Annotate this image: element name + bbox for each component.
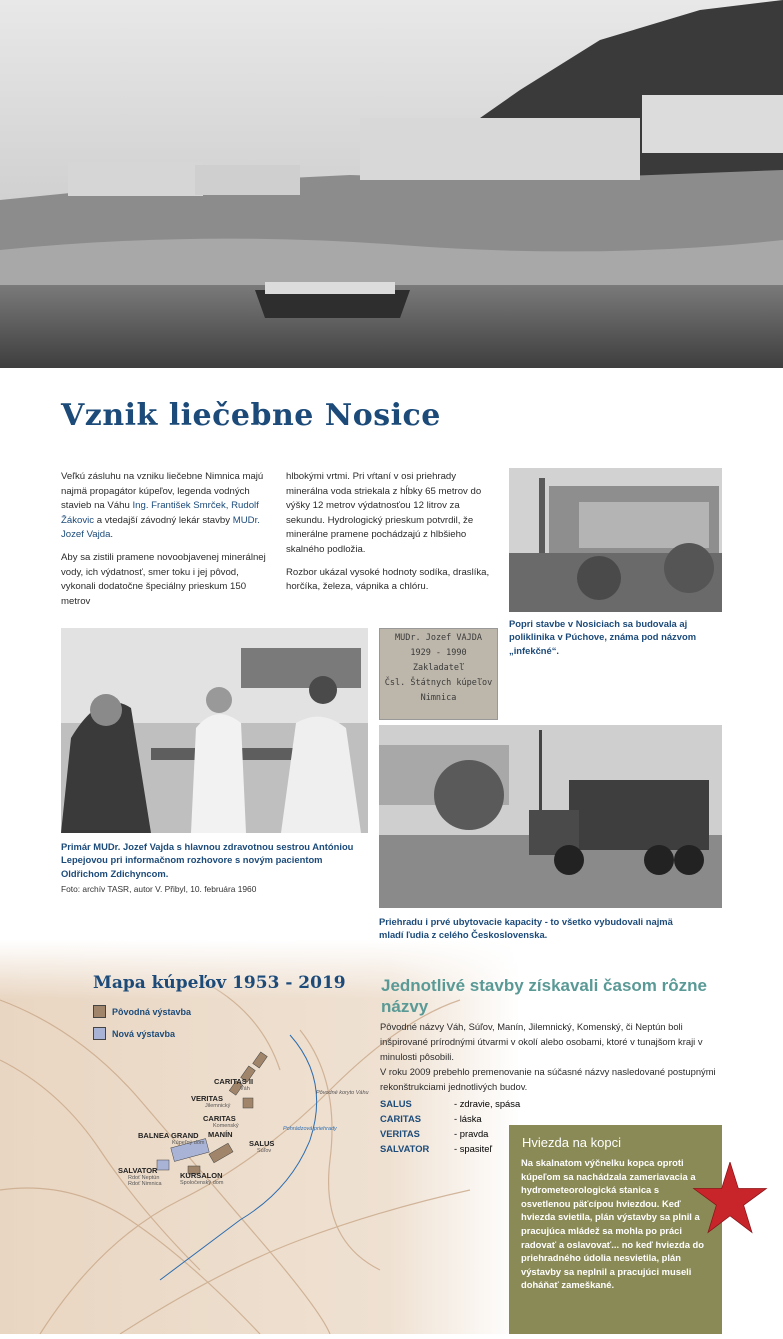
map-label-vah: Pôvodné koryto Váhu (316, 1090, 369, 1096)
legend-item-original (93, 1005, 191, 1018)
text-fragment: Veľkú zásluhu na vzniku liečebne Nimnica majú najmä propagátor kúpeľov, legenda vodných stavieb na Váhu (61, 471, 264, 512)
memorial-plaque (379, 628, 498, 720)
hero-photo-lake-boat (0, 0, 783, 368)
star-box-title: Hviezda na kopci (522, 1135, 621, 1150)
photo-poliklinika-construction (509, 468, 722, 612)
page-title: Vznik liečebne Nosice (61, 398, 441, 433)
legend-swatch-original (93, 1005, 106, 1018)
building-subname: Spoločenský dom (180, 1180, 224, 1186)
map-label-veritas (191, 1094, 230, 1109)
building-name: CARITAS (203, 1114, 236, 1123)
names-paragraph-2: V roku 2009 prebehlo premenovanie na súčasné názvy nasledované postupnými rekonštrukciami jednotlivých budov. (380, 1066, 716, 1092)
text-column-1 (61, 470, 275, 617)
building-subname: Komenský (213, 1123, 239, 1129)
building-subname: Váh (240, 1086, 250, 1092)
caption-truck: Priehradu i prvé ubytovacie kapacity - to všetko vybudovali najmä mladí ľudia z celého Československa. (379, 916, 673, 941)
map-label-dam: Pohrádzová priehrady (283, 1126, 337, 1132)
building-name: SALVATOR (118, 1166, 158, 1175)
star-box-text: Na skalnatom výčnelku kopca oproti kúpeľom sa nachádzala zameriavacia a hydrometeorologická stanica s osvetlenou päťcípou hviezdou. Keď hviezda svietila, plán výstavby sa plnil a pracujúca mládež sa mohla po práci radovať a oslavovať... no keď hviezda do priehradného údolia nesvietila, plán výstavby sa neplnil a pracujúci museli doháňať zameškané. (521, 1157, 704, 1291)
map-label-balnea (138, 1131, 204, 1146)
caption-vajda: Primár MUDr. Jozef Vajda s hlavnou zdravotnou sestrou Antóniou Lepejovou pri informačnom rozhovore s novým pacientom Oldřichom Zdichyncom. (61, 841, 354, 879)
meaning: - pravda (454, 1128, 489, 1139)
text-fragment: . (110, 529, 114, 541)
plaque-line: MUDr. Jozef VAJDA (395, 633, 482, 643)
building-subname: Súľov (257, 1148, 272, 1154)
plaque-line: 1929 - 1990 (410, 648, 467, 658)
latin-name: CARITAS (380, 1113, 421, 1124)
names-row (380, 1096, 520, 1111)
legend-label: Nová výstavba (112, 1028, 176, 1039)
photo-vajda-consultation (61, 628, 368, 833)
building-name: VERITAS (191, 1094, 223, 1103)
plaque-line: Zakladateľ (412, 663, 465, 673)
paragraph-founders (61, 470, 275, 543)
names-row (380, 1126, 520, 1141)
highlight-names: Ing. František Smrček, Rudolf Žákovic (61, 500, 259, 526)
meaning: - láska (454, 1113, 482, 1124)
names-table (380, 1096, 520, 1156)
names-text (380, 1019, 722, 1094)
map-title: Mapa kúpeľov 1953 - 2019 (93, 973, 346, 993)
paragraph-survey: Aby sa zistili pramene novoobjavenej minerálnej vody, ich výdatnosť, smer toku i jej pôvod, vykonali dodatočne špeciálny prieskum 150 metrov (61, 551, 266, 607)
legend-item-new (93, 1027, 175, 1040)
names-row (380, 1111, 520, 1126)
photo-truck-workers (379, 725, 722, 908)
building-subname: Rdoť Neptún (128, 1175, 160, 1181)
names-paragraph-1: Pôvodné názvy Váh, Súľov, Manín, Jilemnický, Komenský, či Neptún boli inšpirované prírodnými útvarmi v okolí alebo osobami, ktoré v tunajšom kraji v minulosti pôsobili. (380, 1021, 703, 1062)
latin-name: VERITAS (380, 1128, 420, 1139)
text-fragment: a vtedajší závodný lekár stavby (94, 514, 233, 526)
building-subname: Jilemnický (205, 1103, 231, 1109)
caption-poliklinika: Popri stavbe v Nosiciach sa budovala aj poliklinika v Púchove, známa pod názvom „infekčné“. (509, 618, 697, 656)
meaning: - zdravie, spása (454, 1098, 521, 1109)
building-name: CARITAS II (214, 1077, 254, 1086)
map-label-caritas2 (214, 1077, 253, 1092)
legend-swatch-new (93, 1027, 106, 1040)
names-row (380, 1141, 520, 1156)
text-column-2 (286, 470, 499, 603)
star-info-box (509, 1125, 722, 1334)
plaque-line: Čsl. Štátnych kúpeľov (384, 678, 493, 688)
map-label-salvator (118, 1166, 162, 1187)
latin-name: SALUS (380, 1098, 412, 1109)
map-label-caritas (203, 1114, 239, 1129)
building-name: BALNEA GRAND (138, 1131, 199, 1140)
map-label-manin: MANÍN (208, 1130, 233, 1139)
photo-credit: Foto: archív TASR, autor V. Přibyl, 10. februára 1960 (61, 884, 257, 894)
highlight-name: MUDr. Jozef Vajda (61, 514, 260, 541)
red-star-icon (692, 1162, 768, 1234)
legend-label: Pôvodná výstavba (112, 1006, 192, 1017)
plaque-line: Nimnica (420, 693, 457, 703)
paragraph-analysis: Rozbor ukázal vysoké hodnoty sodíka, draslíka, horčíka, železa, vápnika a chlóru. (286, 566, 490, 593)
latin-name: SALVATOR (380, 1143, 430, 1154)
building-name: KURSALON (180, 1171, 223, 1180)
building-subname: Kúpeľný dom (172, 1140, 205, 1146)
building-name: SALUS (249, 1139, 275, 1148)
building-subname: Rdoť Nimnica (128, 1181, 162, 1187)
paragraph-drilling: hlbokými vrtmi. Pri vŕtaní v osi priehrady minerálna voda striekala z hĺbky 65 metrov do výšky 12 metrov výdatnosťou 12 litrov za sekundu. Hydrologický prieskum potvrdil, že minerálne pramene pochádzajú z hlbšieho skalného podložia. (286, 471, 482, 555)
meaning: - spasiteľ (454, 1143, 493, 1154)
names-heading: Jednotlivé stavby získavali časom rôzne názvy (381, 976, 707, 1016)
map-label-salus (249, 1139, 274, 1154)
map-label-kursalon (180, 1171, 223, 1186)
